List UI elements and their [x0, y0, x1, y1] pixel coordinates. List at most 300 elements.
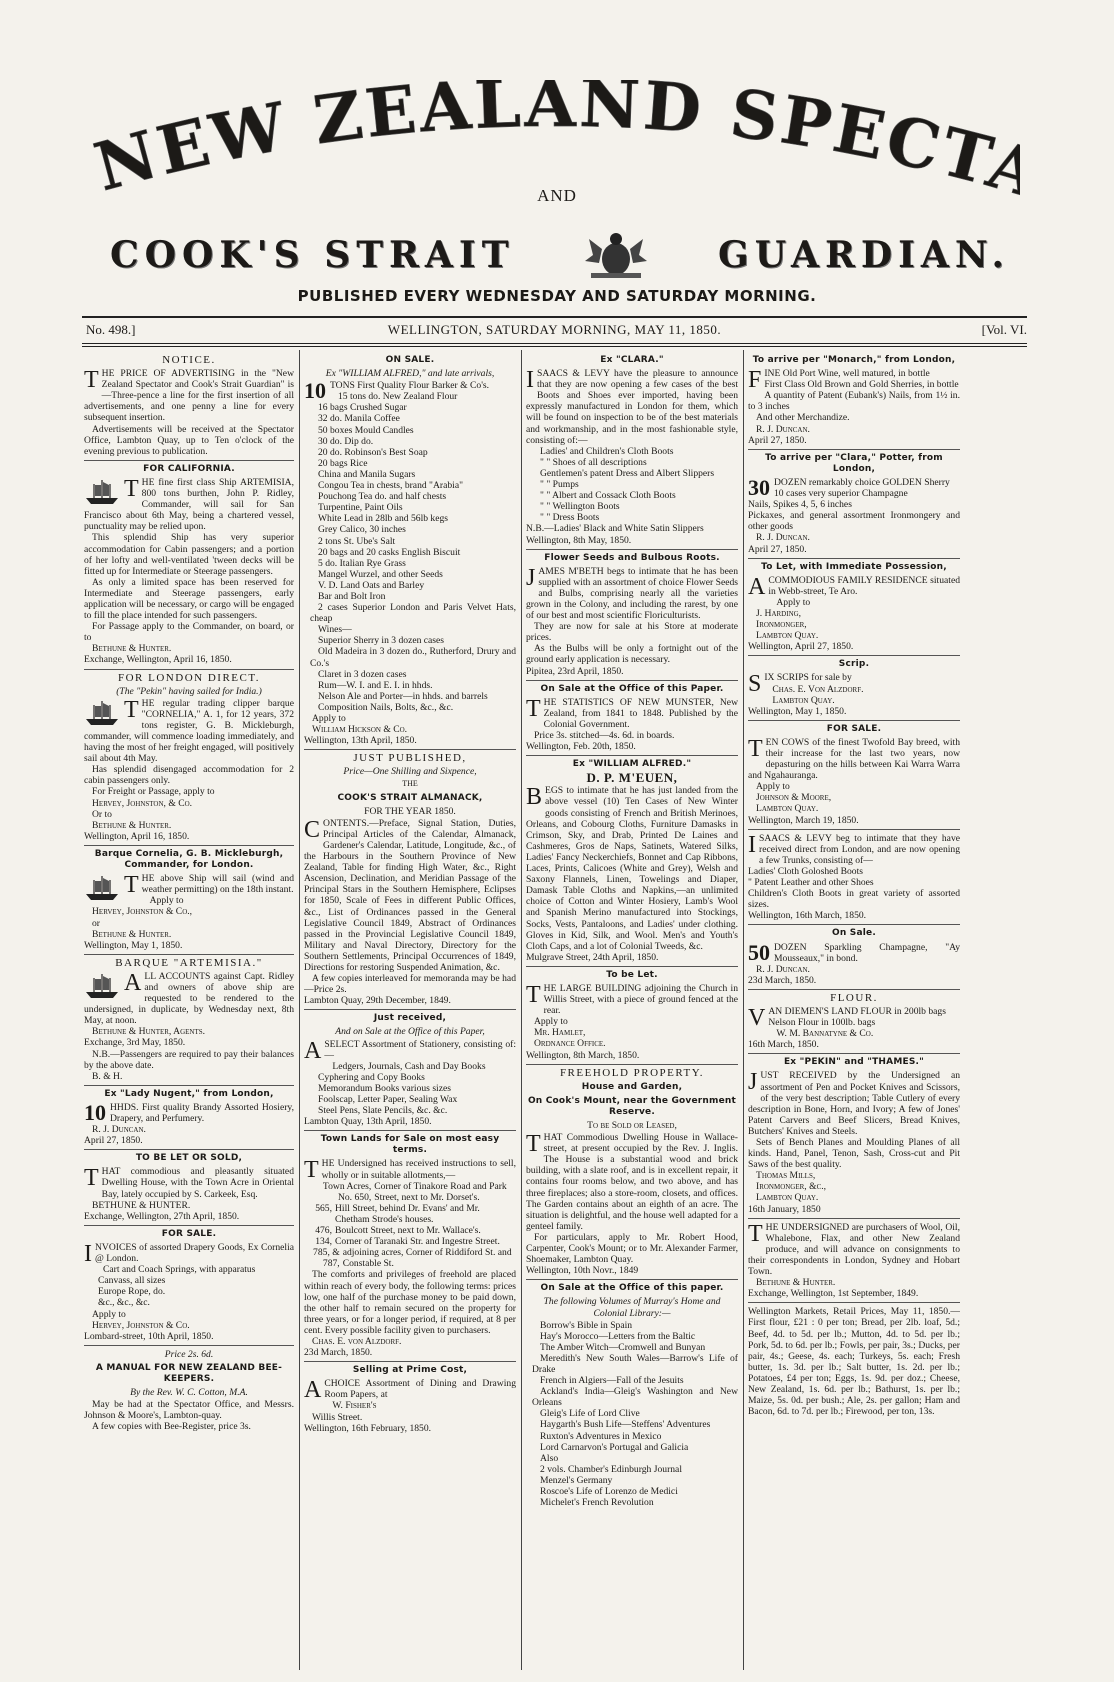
- ad-signature: W. Fisher's: [332, 1400, 377, 1412]
- ad-text: HHDS. First quality Brandy Assorted Hosiery, Drapery, and Perfumery.: [110, 1101, 294, 1124]
- ad-text: THE: [402, 779, 418, 789]
- drop-cap: A: [748, 573, 766, 600]
- ad-signature: Bethune & Hunter.: [92, 819, 172, 831]
- ad-text: First Class Old Brown and Gold Sherries, in bottle: [764, 379, 959, 391]
- list-item: Congou Tea in chests, brand "Arabia": [318, 480, 463, 492]
- masthead-and: AND: [537, 186, 577, 205]
- ad-text: HE UNDERSIGNED are purchasers of Wool, Oil, Whalebone, Flax, and other New Zealand produce, and will advance on consignments to their correspondents in London, Sydney and Hobart Town.: [748, 1221, 960, 1278]
- ad-california: [84, 464, 294, 666]
- separator: [748, 1302, 960, 1303]
- ad-date: Lambton Quay, 29th December, 1849.: [304, 995, 451, 1007]
- separator: [84, 460, 294, 461]
- ad-heading: On Sale at the Office of this Paper.: [540, 683, 724, 694]
- big-number: 10: [304, 378, 326, 404]
- ad-artemisia: [84, 958, 294, 1082]
- lot-row: [304, 1236, 516, 1247]
- ad-signature: Bethune & Hunter.: [756, 1277, 836, 1289]
- list-item: White Lead in 28lb and 56lb kegs: [318, 513, 449, 525]
- rule: [82, 346, 1027, 347]
- list-item: Rum—W. I. and E. I. in hhds.: [318, 679, 433, 691]
- list-item: 2 tons St. Ube's Salt: [318, 535, 396, 547]
- drop-cap: I: [526, 367, 534, 394]
- ad-text: A quantity of Patent (Eubank's) Nails, from 1½ in. to 3 inches: [748, 390, 960, 413]
- ship-icon: [84, 972, 120, 1000]
- ad-text: Pickaxes, and general assortment Ironmongery and other goods: [748, 510, 960, 533]
- ad-text: CHOICE Assortment of Dining and Drawing Room Papers, at: [324, 1378, 516, 1401]
- separator: [526, 549, 738, 550]
- ad-text: As only a limited space has been reserved for Intermediate and Steerage passengers, early application will be necessary, or cargo will be engaged to fill the place intended for such passengers.: [84, 576, 294, 622]
- ad-champagne: [748, 928, 960, 985]
- ad-text: AMES M'BETH begs to intimate that he has been supplied with an assortment of choice Flower Seeds and Bulbs, comprising nearly all the varieties grown in the Colony, and including the rarest, by one of our best and most scientific Floriculturists.: [526, 565, 738, 622]
- separator: [84, 845, 294, 846]
- ad-date: Wellington, Feb. 20th, 1850.: [526, 741, 636, 753]
- lot-row: [304, 1225, 516, 1236]
- ad-date: Wellington, April 16, 1850.: [84, 830, 190, 842]
- separator: [748, 1218, 960, 1219]
- list-item: 2 cases Superior London and Paris Velvet Hats, cheap: [310, 602, 516, 625]
- separator: [748, 655, 960, 656]
- ad-subheading: Ex "WILLIAM ALFRED," and late arrivals,: [325, 368, 495, 380]
- ad-date: Wellington, 16th February, 1850.: [304, 1422, 432, 1434]
- list-item: Old Madeira in 3 dozen do., Rutherford, Drury and Co.'s: [310, 646, 516, 669]
- item-list: [526, 1320, 738, 1509]
- ad-text: Willis Street.: [312, 1411, 363, 1423]
- ad-date: 16th January, 1850: [748, 1203, 821, 1215]
- ad-heading: FOR SALE.: [161, 1228, 217, 1239]
- drop-cap: T: [748, 1220, 763, 1247]
- ad-cutlery: [748, 1057, 960, 1214]
- ad-heading: FLOUR.: [830, 991, 878, 1004]
- ad-author: By the Rev. W. C. Cotton, M.A.: [130, 1387, 248, 1399]
- ad-heading: Flower Seeds and Bulbous Roots.: [544, 552, 720, 563]
- item-list: [304, 1061, 516, 1116]
- item-list: [526, 446, 738, 524]
- publication-schedule: PUBLISHED EVERY WEDNESDAY AND SATURDAY MORNING.: [297, 287, 817, 305]
- separator: [748, 989, 960, 990]
- ad-text: Nelson Flour in 100lb. bags: [768, 1017, 876, 1029]
- ad-text: DOZEN remarkably choice GOLDEN Sherry: [774, 476, 950, 488]
- drop-cap: A: [304, 1037, 322, 1064]
- ad-heading: JUST PUBLISHED,: [353, 752, 467, 765]
- lot-row: [304, 1247, 516, 1269]
- separator: [84, 1225, 294, 1226]
- item-list: [304, 391, 516, 713]
- ad-text: And other Merchandize.: [756, 412, 850, 424]
- ad-date: Pipitea, 23rd April, 1850.: [526, 665, 624, 677]
- ad-subheading: The following Volumes of Murray's Home and Colonial Library:—: [543, 1296, 721, 1319]
- column-3: [526, 352, 738, 1668]
- list-item: 2 vols. Chamber's Edinburgh Journal: [540, 1463, 682, 1475]
- masthead: [0, 0, 1114, 337]
- ad-text: SELECT Assortment of Stationery, consisting of:—: [324, 1038, 516, 1061]
- list-item: " " Dress Boots: [540, 512, 600, 524]
- list-item: 20 bags and 20 casks English Biscuit: [318, 546, 461, 558]
- ad-text: Apply to: [776, 596, 811, 608]
- ad-text: 10 cases very superior Champagne: [774, 488, 908, 500]
- ad-heading: FREEHOLD PROPERTY.: [559, 1066, 705, 1079]
- list-item: Bar and Bolt Iron: [318, 590, 386, 602]
- ad-text: HAT commodious and pleasantly situated Dwelling House, with the Town Acre in Oriental Bay, lately occupied by S. Carkeek, Esq.: [101, 1166, 294, 1200]
- ad-text: For Freight or Passage, apply to: [92, 786, 215, 798]
- ad-signature: R. J. Duncan.: [756, 423, 810, 435]
- ad-text: EGS to intimate that he has just landed from the above vessel (10) Ten Cases of New Winter goods consisting of French and British Merinoes, Orleans, and Cobourg Cloths, Furniture Damasks in Crimson, Sky, and Drab, Printed De Laines and Cashmeres, Gros de Naps, Satinets, Watered Silks, Ladies' Fancy Neckerchiefs, Bonnet and Cap Ribbons, Laces, Prints, Calicoes (White and Grey), Welsh and Saxony Flannels, Linen, Towelings and Diaper, Damask Table Cloths and Napkins,—an unlimited choice of Cotton and Winter Hosiery, Lamb's Wool and Spanish Merino manufactured into Stockings, Socks, Vests, Pantaloons, and Ladies' under clothing. Gloves in Kid, Silk, and Wool. Men's and Youth's Cloth Caps, and a lot of Colonial Tweeds, &c.: [526, 785, 738, 952]
- ad-prime-cost: [304, 1365, 516, 1434]
- masthead-title: [90, 80, 1020, 200]
- separator: [526, 966, 738, 967]
- column-4: [748, 352, 960, 1668]
- list-item: Nelson Ale and Porter—in hhds. and barrels: [318, 690, 488, 702]
- ad-potter: [748, 453, 960, 555]
- lot-description: Boulcott Street, next to Mr. Wallace's.: [335, 1225, 481, 1237]
- lot-description: adjoining acres, Corner of Riddiford St. and Constable St.: [342, 1247, 512, 1270]
- ad-date: April 27, 1850.: [84, 1135, 143, 1147]
- ad-heading: Just received,: [373, 1013, 447, 1024]
- ad-date: Wellington, 13th April, 1850.: [304, 735, 417, 747]
- ad-text: TONS First Quality Flour Barker & Co's.: [330, 380, 490, 392]
- issue-number: No. 498.]: [86, 322, 136, 337]
- ad-price: Price—One Shilling and Sixpence,: [343, 766, 477, 778]
- ad-text: Or to: [92, 808, 112, 820]
- ad-signature: Ironmonger,: [756, 619, 807, 631]
- ad-heading: Ex "Lady Nugent," from London,: [104, 1088, 274, 1099]
- ad-signature: Hervey, Johnston, & Co.: [92, 797, 193, 809]
- separator: [84, 1345, 294, 1346]
- ad-signature: W. M. Bannatyne & Co.: [776, 1028, 874, 1040]
- list-item: " " Wellington Boots: [540, 501, 620, 513]
- column-rule: [521, 350, 522, 1670]
- ad-date: Exchange, 3rd May, 1850.: [84, 1037, 186, 1049]
- ad-on-sale-hickson: [304, 355, 516, 746]
- ad-date: Wellington, 8th March, 1850.: [526, 1049, 640, 1061]
- lot-description: Corner of Taranaki Str. and Ingestre Street.: [335, 1236, 500, 1248]
- list-item: 20 bags Rice: [318, 457, 368, 469]
- ad-bee-manual: [84, 1349, 294, 1433]
- drop-cap: T: [124, 475, 139, 502]
- ad-heading: To arrive per "Monarch," from London,: [752, 355, 956, 365]
- ad-date: Exchange, Wellington, April 16, 1850.: [84, 654, 232, 666]
- ad-signature: Thomas Mills,: [756, 1170, 816, 1182]
- ad-date: Lambton Quay, 13th April, 1850.: [304, 1116, 432, 1128]
- ad-text: SAACS & LEVY have the pleasure to announce that they are now opening a few cases of the best Boots and Shoes ever imported, having been expressly manufactured in London for them, which will be found on inspection to be of the best materials and workmanship, and in the most fashionable style, consisting of:—: [526, 368, 738, 446]
- ad-heading: Barque Cornelia, G. B. Mickleburgh, Commander, for London.: [94, 848, 284, 871]
- ad-item: Europe Rope, do.: [98, 1286, 166, 1298]
- ad-signature: Ironmonger, &c.,: [756, 1181, 827, 1193]
- ad-text: COMMODIOUS FAMILY RESIDENCE situated in Webb-street, Te Aro.: [768, 574, 960, 597]
- list-item: Lord Carnarvon's Portugal and Galicia: [540, 1441, 689, 1453]
- ad-flower-seeds: [526, 553, 738, 677]
- ad-heading: To be Let.: [606, 969, 658, 980]
- ad-heading: Ex "PEKIN" and "THAMES.": [783, 1057, 925, 1068]
- big-number: 10: [84, 1099, 106, 1125]
- ad-text: The comforts and privileges of freehold are placed within reach of every body, the following terms: prices low, one half of the purchase money to be paid down, the other half to remain secured on the property for three years, or for a longer period, if required, at 8 per cent. Every possible facility given to purchasers.: [304, 1269, 516, 1336]
- masthead-guardian: GUARDIAN.: [717, 234, 1010, 276]
- ad-date: 16th March, 1850.: [748, 1039, 819, 1051]
- ad-text: IX SCRIPS for sale by: [764, 672, 852, 684]
- ad-text: HE fine first class Ship ARTEMISIA, 800 tons burthen, John P. Ridley, Commander, will sail for San Francisco about 6th May, being a chartered vessel, punctuality may be relied upon.: [84, 476, 294, 533]
- ad-town-lands: [304, 1134, 516, 1358]
- ship-icon: [84, 874, 120, 902]
- drop-cap: T: [84, 1165, 99, 1192]
- list-item: Composition Nails, Bolts, &c., &c.: [318, 701, 454, 713]
- drop-cap: T: [124, 872, 139, 899]
- list-item: " " Albert and Cossack Cloth Boots: [540, 490, 676, 502]
- ad-heading: NOTICE.: [162, 354, 216, 366]
- list-item: Ruxton's Adventures in Mexico: [540, 1430, 662, 1442]
- ad-monarch: [748, 355, 960, 446]
- ad-text: SAACS & LEVY beg to intimate that they have received direct from London, and are now opening a few Trunks, consisting of—: [759, 832, 960, 866]
- list-item: Haygarth's Bush Life—Steffens' Adventures: [540, 1419, 711, 1431]
- ad-item: Cart and Coach Springs, with apparatus: [103, 1264, 256, 1276]
- ad-heading: To arrive per "Clara," Potter, from London,: [765, 452, 943, 474]
- svg-text:THE NEW ZEALAND SPECTATOR: [90, 80, 1020, 200]
- ad-text: " Patent Leather and other Shoes: [748, 877, 874, 889]
- ad-flour: [748, 993, 960, 1050]
- drop-cap: V: [748, 1004, 766, 1031]
- drop-cap: S: [748, 671, 762, 698]
- list-item: Claret in 3 dozen cases: [318, 668, 407, 680]
- dateline: [82, 322, 1027, 342]
- drop-cap: T: [748, 735, 763, 762]
- ad-heading: TO BE LET OR SOLD,: [135, 1153, 243, 1164]
- drop-cap: T: [526, 695, 541, 722]
- drop-cap: J: [526, 564, 536, 591]
- drop-cap: T: [526, 981, 541, 1008]
- ad-text: May be had at the Spectator Office, and Messrs. Johnson & Moore's, Lambton-quay.: [84, 1399, 294, 1422]
- list-item: Turpentine, Paint Oils: [318, 502, 403, 514]
- ad-subheading: (The "Pekin" having sailed for India.): [116, 685, 262, 697]
- separator: [304, 1361, 516, 1362]
- ad-text: Advertisements will be received at the Spectator Office, Lambton Quay, up to Ten o'clock of the evening previous to publication.: [84, 423, 294, 457]
- ad-date: Wellington, 16th March, 1850.: [748, 910, 867, 922]
- list-item: 16 bags Crushed Sugar: [318, 402, 407, 414]
- list-item: Ledgers, Journals, Cash and Day Books: [332, 1060, 486, 1072]
- list-item: Menzel's Germany: [540, 1474, 613, 1486]
- separator: [526, 755, 738, 756]
- list-item: Meredith's New South Wales—Barrow's Life of Drake: [532, 1352, 738, 1375]
- ad-signature: R. J. Duncan.: [756, 532, 810, 544]
- ad-date: April 27, 1850.: [748, 543, 807, 555]
- ad-heading: FOR CALIFORNIA.: [143, 463, 235, 474]
- ad-date: Exchange, Wellington, 1st September, 1849.: [748, 1288, 919, 1300]
- ad-notice: [84, 355, 294, 457]
- lot-number: 785, & 787,: [313, 1247, 340, 1270]
- ad-mceuen: [526, 759, 738, 963]
- ad-subheading: On Cook's Mount, near the Government Reserve.: [527, 1095, 737, 1117]
- ad-date: Lombard-street, 10th April, 1850.: [84, 1330, 214, 1342]
- list-item: 32 do. Manila Coffee: [318, 413, 400, 425]
- ad-signature: Hervey, Johnston & Co.,: [92, 906, 193, 918]
- ad-signature: Bethune & Hunter, Agents.: [92, 1026, 206, 1038]
- drop-cap: F: [748, 367, 762, 394]
- ad-date: April 27, 1850.: [748, 434, 807, 446]
- ad-subheading: To be Sold or Leased,: [587, 1120, 677, 1131]
- rule: [82, 316, 1027, 318]
- ad-date: Wellington, 10th Novr., 1849: [526, 1265, 639, 1277]
- ad-heading: To Let, with Immediate Possession,: [761, 561, 947, 572]
- ad-text: or: [92, 917, 100, 929]
- ad-item: &c., &c., &c.: [98, 1297, 150, 1309]
- lot-row: [304, 1203, 516, 1225]
- ad-for-sale-drapery: [84, 1229, 294, 1342]
- ad-to-be-let: [526, 970, 738, 1061]
- ad-signature: Lambton Quay.: [756, 1192, 819, 1204]
- list-item: The Amber Witch—Cromwell and Bunyan: [540, 1341, 706, 1353]
- ad-clara-boots: [526, 355, 738, 546]
- ad-heading: On Sale at the Office of this paper.: [540, 1283, 724, 1294]
- ad-signature: Ordnance Office.: [534, 1038, 606, 1050]
- ad-subheading: And on Sale at the Office of this Paper,: [335, 1026, 485, 1038]
- ad-cornelia: [84, 849, 294, 951]
- ad-to-let-or-sold: [84, 1153, 294, 1222]
- separator: [84, 954, 294, 955]
- ad-text: N.B.—Ladies' Black and White Satin Slippers: [526, 523, 704, 535]
- ad-signature: Hervey, Johnston & Co.: [92, 1319, 190, 1331]
- ad-text: HE regular trading clipper barque "CORNELIA," A. 1, for 12 years, 372 tons register, G. B. Mickleburgh, commander, will commence loading immediately, and having the most of her freight engaged, will positively sail about 4th May.: [84, 697, 294, 765]
- list-item: Gleig's Life of Lord Clive: [540, 1408, 640, 1420]
- list-item: Roscoe's Life of Lorenzo de Medici: [540, 1486, 678, 1497]
- ad-heading: FOR LONDON DIRECT.: [118, 671, 260, 684]
- list-item: Ladies' and Children's Cloth Boots: [540, 445, 674, 457]
- ad-signature: Chas. E. Von Alzdorf.: [772, 683, 864, 695]
- drop-cap: I: [748, 831, 756, 858]
- list-item: Also: [540, 1452, 559, 1464]
- drop-cap: J: [748, 1069, 758, 1096]
- lot-description: Hill Street, behind Dr. Evans' and Mr. Chetham Strode's houses.: [335, 1202, 480, 1225]
- ad-text: Apply to: [149, 895, 184, 907]
- column-2: [304, 352, 516, 1668]
- ad-date: 23d March, 1850.: [748, 974, 817, 986]
- drop-cap: I: [84, 1240, 92, 1267]
- list-item: " " Shoes of all descriptions: [540, 456, 647, 468]
- ad-text: FOR THE YEAR 1850.: [364, 805, 456, 817]
- ad-signature: Lambton Quay.: [772, 694, 835, 706]
- separator: [526, 1279, 738, 1280]
- ad-price: Price 2s. 6d.: [164, 1348, 214, 1360]
- ad-signature: Bethune & Hunter.: [92, 643, 172, 655]
- list-item: Superior Sherry in 3 dozen cases: [318, 635, 445, 647]
- ad-text: This splendid Ship has very superior accommodation for Cabin passengers; and a portion of her lofty and well-ventilated 'tween decks will be fitted up for Intermediate or Steerage passengers.: [84, 532, 294, 577]
- coat-of-arms-icon: [581, 229, 651, 281]
- column-1: [84, 352, 294, 1668]
- lot-number: 565,: [315, 1202, 332, 1214]
- ad-almanack: [304, 753, 516, 1006]
- ad-date: 23d March, 1850.: [304, 1347, 373, 1359]
- drop-cap: T: [304, 1157, 319, 1184]
- ad-text: Apply to: [92, 1308, 126, 1320]
- ad-isaacs-levy-trunks: [748, 833, 960, 922]
- ad-signature: Bethune & Hunter.: [92, 928, 172, 940]
- list-item: 30 do. Dip do.: [318, 435, 374, 447]
- ad-date: Wellington, 8th May, 1850.: [526, 534, 632, 546]
- ad-text: Nails, Spikes 4, 5, 6 inches: [748, 499, 852, 511]
- market-prices-text: Wellington Markets, Retail Prices, May 11, 1850.—First flour, £21 : 0 per ton; Bread, per 2lb. loaf, 5d.; Beef, 4d. to 5d. per lb.; Mutton, 4d. to 5d. per lb.; Pork, 5d. to 6d. per lb.; Fowls, per pair, 3s.; Ducks, per pair, 4s.; Geese, 4s. each; Turkeys, 5s. each; Fresh butter, 1s. 3d. per lb.; Salt butter, 1s. 2d. per lb.; Potatoes, £4 per ton; Eggs, 1s. 9d. per doz.; Cheese, New Zealand, 1s. 6d. per lb.; Bathurst, 1s. per lb.; Maize, 5s. 0d. per bush.; Ale, 2s. per gallon; Ham and Bacon, 6d. to 7d. per lb.; Firewood, per ton, 13s.: [748, 1306, 960, 1418]
- ad-text: Children's Cloth Boots in great variety of assorted sizes.: [748, 888, 960, 911]
- ad-text: Price 3s. stitched—4s. 6d. in boards.: [534, 730, 675, 741]
- ad-signature: R. J. Duncan.: [756, 963, 810, 975]
- ad-text: Sets of Bench Planes and Moulding Planes of all kinds. Hand, Panel, Tenon, Sash, Cross-cut and Pit Saws of the best quality.: [748, 1137, 960, 1171]
- separator: [748, 1053, 960, 1054]
- ad-date: Exchange, Wellington, 27th April, 1850.: [84, 1210, 240, 1222]
- ad-statistics: [526, 684, 738, 753]
- list-item: Cyphering and Copy Books: [318, 1071, 425, 1083]
- ad-heading: ON SALE.: [385, 355, 435, 365]
- ad-date: Wellington, April 27, 1850.: [748, 641, 854, 653]
- ad-murrays-library: [526, 1283, 738, 1508]
- ad-heading: Town Lands for Sale on most easy terms.: [320, 1134, 500, 1156]
- ad-text: AN DIEMEN'S LAND FLOUR in 200lb bags: [768, 1005, 946, 1017]
- list-item: Grey Calico, 30 inches: [318, 524, 406, 536]
- separator: [304, 1130, 516, 1131]
- lot-number: Town Acres, No. 650,: [322, 1180, 372, 1203]
- ad-text: NVOICES of assorted Drapery Goods, Ex Cornelia @ London.: [95, 1241, 294, 1265]
- list-item: Foolscap, Letter Paper, Sealing Wax: [318, 1094, 458, 1105]
- column-rule: [743, 350, 744, 1670]
- ad-text: DOZEN Sparkling Champagne, "Ay Mousseaux," in bond.: [774, 941, 960, 964]
- rule: [82, 343, 1027, 344]
- ad-text: HE LARGE BUILDING adjoining the Church in Willis Street, with a piece of ground fenced at the rear.: [543, 982, 738, 1017]
- ad-heading: Selling at Prime Cost,: [352, 1365, 468, 1376]
- ad-text: A few copies interleaved for memoranda may be had—Price 2s.: [304, 973, 516, 996]
- masthead-title-art: [90, 80, 1020, 200]
- ad-text: HE STATISTICS OF NEW MUNSTER, New Zealand, from 1841 to 1848. Published by the Colonial Government.: [543, 696, 738, 730]
- lot-number: 476,: [315, 1225, 332, 1237]
- ad-signature: J. Harding,: [756, 607, 802, 619]
- lot-list: [304, 1181, 516, 1270]
- masthead-title-text: NEW ZEALAND SPECT: [90, 80, 1000, 200]
- list-item: 50 boxes Mould Candles: [318, 424, 414, 436]
- lot-description: Corner of Tinakore Road and Park Street, next to Mr. Dorset's.: [374, 1180, 507, 1203]
- separator: [84, 1085, 294, 1086]
- ship-icon: [84, 699, 120, 727]
- ad-text: For Passage apply to the Commander, on board, or to: [84, 621, 294, 644]
- ad-text: Apply to: [312, 713, 346, 724]
- separator: [748, 720, 960, 721]
- list-item: 20 do. Robinson's Best Soap: [318, 446, 428, 458]
- ad-text: LL ACCOUNTS against Capt. Ridley and owners of above ship are requested to be rendered to the undersigned, in duplicate, by Wednesday next, 8th May, at noon.: [84, 970, 294, 1027]
- ad-signature: Mr. Hamlet,: [534, 1027, 586, 1039]
- ad-text: HE above Ship will sail (wind and weather permitting) on the 18th instant.: [141, 873, 294, 896]
- list-item: 15 tons do. New Zealand Flour: [338, 391, 458, 403]
- masthead-subtitle: [110, 230, 1010, 280]
- separator: [748, 449, 960, 450]
- ad-signature: B. & H.: [92, 1070, 123, 1082]
- drop-cap: A: [124, 969, 142, 996]
- almanack-title: COOK'S STRAIT ALMANACK,: [337, 792, 483, 803]
- list-item: Ackland's India—Gleig's Washington and New Orleans: [532, 1386, 738, 1409]
- separator: [304, 749, 516, 750]
- ad-date: Wellington, May 1, 1850.: [748, 705, 847, 717]
- drop-cap: C: [304, 816, 321, 843]
- drop-cap: T: [84, 367, 99, 394]
- ad-cows: [748, 724, 960, 826]
- ad-heading: Ex "CLARA.": [600, 355, 664, 365]
- ad-text: N.B.—Passengers are required to pay their balances by the above date.: [84, 1048, 294, 1071]
- issue-date: WELLINGTON, SATURDAY MORNING, MAY 11, 1850.: [387, 322, 722, 337]
- ad-heading: Scrip.: [838, 659, 870, 670]
- ad-date: Wellington, March 19, 1850.: [748, 814, 859, 826]
- ad-signature: William Hickson & Co.: [312, 724, 408, 736]
- ad-text: Apply to: [756, 781, 790, 793]
- ad-text: Apply to: [534, 1016, 568, 1028]
- advertiser-name: D. P. M'EUEN,: [586, 770, 678, 786]
- ad-scrip: [748, 659, 960, 716]
- ad-text: EN COWS of the finest Twofold Bay breed, with their increase for the last two years, now depasturing on the hills between Kai Warra Warra and Ngahauranga.: [748, 736, 960, 782]
- ad-text: HE PRICE OF ADVERTISING in the "New Zealand Spectator and Cook's Strait Guardian" is—Three-pence a line for the first insertion of all advertisements, and one penny a line for every subsequent insertion.: [84, 368, 294, 424]
- separator: [526, 1064, 738, 1065]
- volume-number: [Vol. VI.: [981, 322, 1027, 337]
- ad-freehold: [526, 1068, 738, 1277]
- ad-signature: Johnson & Moore,: [756, 792, 832, 804]
